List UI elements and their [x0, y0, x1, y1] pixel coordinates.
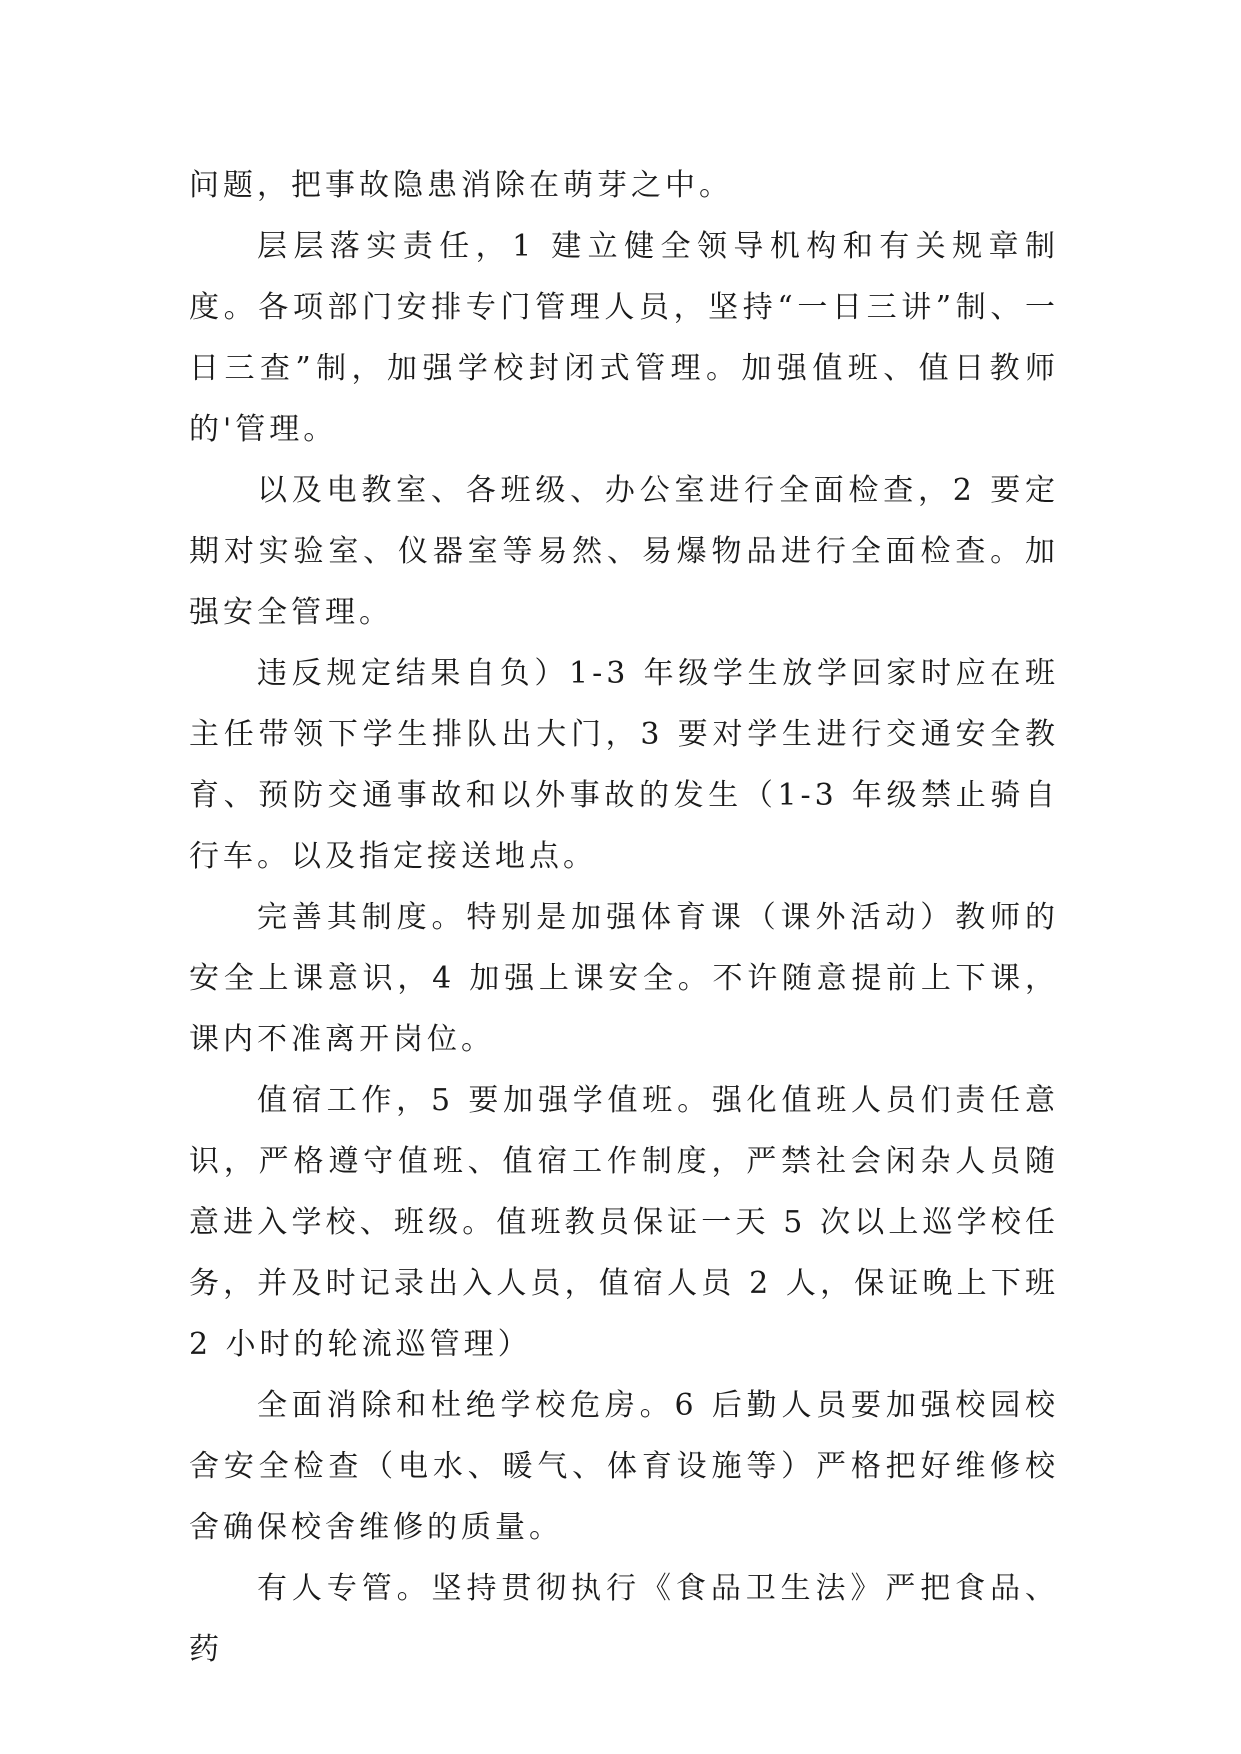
paragraph-duty-shift: 值宿工作，5 要加强学值班。强化值班人员们责任意识，严格遵守值班、值宿工作制度，严禁社会闲杂人员随意进入学校、班级。值班教员保证一天 5 次以上巡学校任务，并及时记录出入人员，值宿人员 2 人，保证晚上下班 2 小时的轮流巡管理）: [189, 1083, 1059, 1362]
paragraph-class-safety: 完善其制度。特别是加强体育课（课外活动）教师的安全上课意识，4 加强上课安全。不许随意提前上下课，课内不准离开岗位。: [189, 900, 1059, 1057]
paragraph-traffic-safety: 违反规定结果自负）1-3 年级学生放学回家时应在班主任带领下学生排队出大门，3 要对学生进行交通安全教育、预防交通事故和以外事故的发生（1-3 年级禁止骑自行车。以及指定接送地点。: [189, 656, 1059, 874]
paragraph-responsibility: 层层落实责任，1 建立健全领导机构和有关规章制度。各项部门安排专门管理人员，坚持“一日三讲”制、一日三查”制，加强学校封闭式管理。加强值班、值日教师的'管理。: [189, 229, 1059, 447]
paragraph-inspection: 以及电教室、各班级、办公室进行全面检查，2 要定期对实验室、仪器室等易然、易爆物品进行全面检查。加强安全管理。: [189, 473, 1059, 630]
paragraph-building-safety: 全面消除和杜绝学校危房。6 后勤人员要加强校园校舍安全检查（电水、暖气、体育设施等）严格把好维修校舍确保校舍维修的质量。: [189, 1388, 1059, 1545]
document-body: [189, 155, 1059, 1680]
paragraph-food-safety: 有人专管。坚持贯彻执行《食品卫生法》严把食品、药: [189, 1571, 1059, 1667]
paragraph-continuation: 问题，把事故隐患消除在萌芽之中。: [189, 168, 733, 203]
